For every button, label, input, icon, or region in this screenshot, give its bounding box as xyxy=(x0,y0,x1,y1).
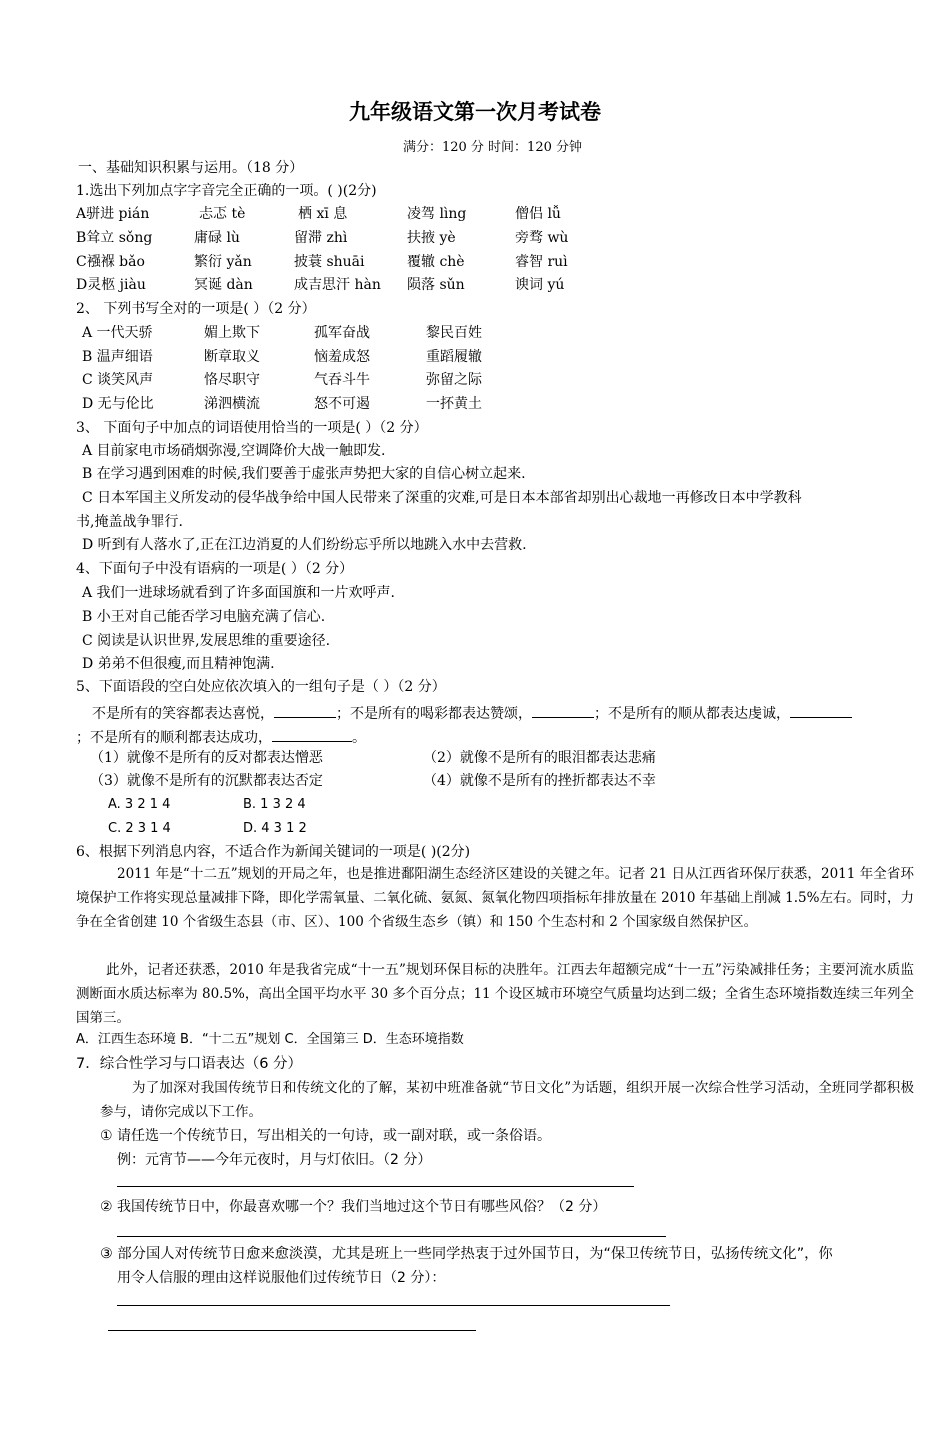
q1-c-2: 繁衍 yǎn xyxy=(194,254,252,270)
q3-stem: 3、 下面句子中加点的词语使用恰当的一项是( ）（2 分） xyxy=(76,420,428,436)
section-heading: 一、基础知识积累与运用。（18 分） xyxy=(78,160,304,176)
q2-b-1: B 温声细语 xyxy=(82,349,153,365)
q2-stem: 2、 下列书写全对的一项是( ）（2 分） xyxy=(76,301,316,317)
q1-a-4: 凌驾 lìng xyxy=(407,206,467,222)
q1-a-3: 栖 xī 息 xyxy=(298,206,348,222)
q1-b-2: 庸碌 lù xyxy=(194,230,240,246)
exam-subtitle: 满分：120 分 时间：120 分钟 xyxy=(402,140,583,155)
q2-d-2: 涕泗横流 xyxy=(204,396,260,412)
q5-sentence-2: （2）就像不是所有的眼泪都表达悲痛 xyxy=(423,750,656,766)
q1-d-1: D灵柩 jiàu xyxy=(76,277,146,293)
q5-p1b: ；不是所有的喝彩都表达赞颂， xyxy=(336,706,532,722)
q4-stem: 4、下面句子中没有语病的一项是( ）（2 分） xyxy=(76,561,354,577)
q5-passage-line2 xyxy=(76,727,366,748)
q5-sentence-4: （4）就像不是所有的挫折都表达不幸 xyxy=(423,773,656,789)
q4-option-a: A 我们一进球场就看到了许多面国旗和一片欢呼声. xyxy=(82,585,396,601)
q1-d-2: 冥诞 dàn xyxy=(194,277,253,293)
q1-b-4: 扶掖 yè xyxy=(407,230,456,246)
q5-sentence-3: （3）就像不是所有的沉默都表达否定 xyxy=(90,773,323,789)
q5-p1a: 不是所有的笑容都表达喜悦， xyxy=(92,706,274,722)
q5-blank-1[interactable] xyxy=(274,703,336,718)
q5-blank-4[interactable] xyxy=(272,727,352,742)
q1-a-2: 忐忑 tè xyxy=(199,206,246,222)
q1-c-4: 覆辙 chè xyxy=(407,254,465,270)
q7-task-3-line2: 用令人信服的理由这样说服他们过传统节日（2 分）： xyxy=(117,1270,446,1286)
q1-c-5: 睿智 ruì xyxy=(515,254,568,270)
q7-task-1: ① 请任选一个传统节日，写出相关的一句诗，或一副对联，或一条俗语。 xyxy=(100,1128,551,1144)
q5-p1c: ；不是所有的顺从都表达虔诚， xyxy=(594,706,790,722)
q2-c-1: C 谈笑风声 xyxy=(82,372,154,388)
q1-b-3: 留滞 zhì xyxy=(294,230,348,246)
q4-option-c: C 阅读是认识世界,发展思维的重要途径. xyxy=(82,633,331,649)
q1-d-3: 成吉思汗 hàn xyxy=(294,277,381,293)
q2-b-3: 恼羞成怒 xyxy=(314,349,370,365)
q2-c-4: 弥留之际 xyxy=(426,372,482,388)
q2-c-2: 恪尽职守 xyxy=(204,372,260,388)
q7-intro: 为了加深对我国传统节日和传统文化的了解，某初中班准备就“节日文化”为话题，组织开展一次综合性学习活动，全班同学都积极参与，请你完成以下工作。 xyxy=(100,1080,914,1120)
q6-stem: 6、根据下列消息内容，不适合作为新闻关键词的一项是( )(2分) xyxy=(76,844,471,860)
exam-title: 九年级语文第一次月考试卷 xyxy=(349,100,601,124)
q7-task-2-answer-line[interactable] xyxy=(117,1236,666,1237)
q2-b-4: 重蹈履辙 xyxy=(426,349,482,365)
q5-p2b: 。 xyxy=(352,730,366,746)
q2-b-2: 断章取义 xyxy=(204,349,260,365)
q2-d-3: 怒不可遏 xyxy=(314,396,370,412)
q2-d-1: D 无与伦比 xyxy=(82,396,154,412)
q7-heading: 7．综合性学习与口语表达（6 分） xyxy=(76,1056,303,1072)
q2-a-1: A 一代天骄 xyxy=(82,325,153,341)
q5-passage-line1 xyxy=(92,703,852,724)
q1-d-5: 谀词 yú xyxy=(515,277,565,293)
q7-task-3-answer-line-2[interactable] xyxy=(108,1330,476,1331)
q1-a-5: 僧侣 lǚ xyxy=(515,206,561,222)
q1-a-1: A骈进 pián xyxy=(76,206,150,222)
q6-news-paragraph-2: 此外，记者还获悉，2010 年是我省完成“十一五”规划环保目标的决胜年。江西去年超额完成“十一五”污染减排任务；主要河流水质监测断面水质达标率为 80.5%，高出全国平均水平 30 多个百分点；11 个设区城市环境空气质量均达到二级；全省生态环境指数连续三年列全国第三。 xyxy=(76,962,914,1026)
q3-option-c: C 日本军国主义所发动的侵华战争给中国人民带来了深重的灾难,可是日本本部省却别出心裁地一再修改日本中学教科 xyxy=(82,490,802,506)
q5-stem: 5、下面语段的空白处应依次填入的一组句子是（ ）（2 分） xyxy=(76,679,446,695)
q1-c-1: C襁褓 bǎo xyxy=(76,254,145,270)
q5-choice-c: C. 2 3 1 4 xyxy=(108,821,171,836)
q7-task-3-line1: ③ 部分国人对传统节日愈来愈淡漠，尤其是班上一些同学热衷于过外国节日，为“保卫传统节日，弘扬传统文化”，你 xyxy=(100,1246,833,1262)
q7-task-3-answer-line-1[interactable] xyxy=(117,1305,670,1306)
q2-d-4: 一抔黄土 xyxy=(426,396,482,412)
q5-choice-d: D. 4 3 1 2 xyxy=(243,821,307,836)
q6-choices: A．江西生态环境 B．“十二五”规划 C．全国第三 D．生态环境指数 xyxy=(76,1032,464,1047)
q3-option-b: B 在学习遇到困难的时候,我们要善于虚张声势把大家的自信心树立起来. xyxy=(82,466,526,482)
q6-news-paragraph-1: 2011 年是“十二五”规划的开局之年，也是推进鄱阳湖生态经济区建设的关键之年。记者 21 日从江西省环保厅获悉，2011 年全省环境保护工作将实现总量减排下降，即化学需氧量、二氧化硫、氨氮、氮氧化物四项指标年排放量在 2010 年基础上削减 1.5%左右。同时，力争在全省创建 10 个省级生态县（市、区）、100 个省级生态乡（镇）和 150 个生态村和 2 个国家级自然保护区。 xyxy=(76,866,914,930)
q1-b-5: 旁骛 wù xyxy=(515,230,569,246)
q3-option-d: D 听到有人落水了,正在江边消夏的人们纷纷忘乎所以地跳入水中去营救. xyxy=(82,537,527,553)
q2-a-4: 黎民百姓 xyxy=(426,325,482,341)
q1-stem: 1.选出下列加点字字音完全正确的一项。( )(2分) xyxy=(76,183,377,199)
q2-c-3: 气吞斗牛 xyxy=(314,372,370,388)
q5-blank-3[interactable] xyxy=(790,703,852,718)
q3-option-a: A 目前家电市场硝烟弥漫,空调降价大战一触即发. xyxy=(82,443,386,459)
q1-d-4: 陨落 sǔn xyxy=(407,277,465,293)
q5-sentence-1: （1）就像不是所有的反对都表达憎恶 xyxy=(90,750,323,766)
q5-blank-2[interactable] xyxy=(532,703,594,718)
q1-c-3: 披蓑 shuāi xyxy=(294,254,365,270)
q7-task-1-example: 例：元宵节——今年元夜时，月与灯依旧。（2 分） xyxy=(117,1152,432,1168)
q1-b-1: B耸立 sǒng xyxy=(76,230,153,246)
q4-option-b: B 小王对自己能否学习电脑充满了信心. xyxy=(82,609,326,625)
q7-task-1-answer-line[interactable] xyxy=(117,1186,634,1187)
q5-choice-b: B. 1 3 2 4 xyxy=(243,797,306,812)
q5-choice-a: A. 3 2 1 4 xyxy=(108,797,171,812)
q2-a-2: 媚上欺下 xyxy=(204,325,260,341)
q4-option-d: D 弟弟不但很瘦,而且精神饱满. xyxy=(82,656,275,672)
q3-option-c-cont: 书,掩盖战争罪行. xyxy=(76,514,183,530)
q7-task-2: ② 我国传统节日中，你最喜欢哪一个？我们当地过这个节日有哪些风俗？（2 分） xyxy=(100,1199,607,1215)
q5-p2a: ；不是所有的顺利都表达成功， xyxy=(76,730,272,746)
q2-a-3: 孤军奋战 xyxy=(314,325,370,341)
